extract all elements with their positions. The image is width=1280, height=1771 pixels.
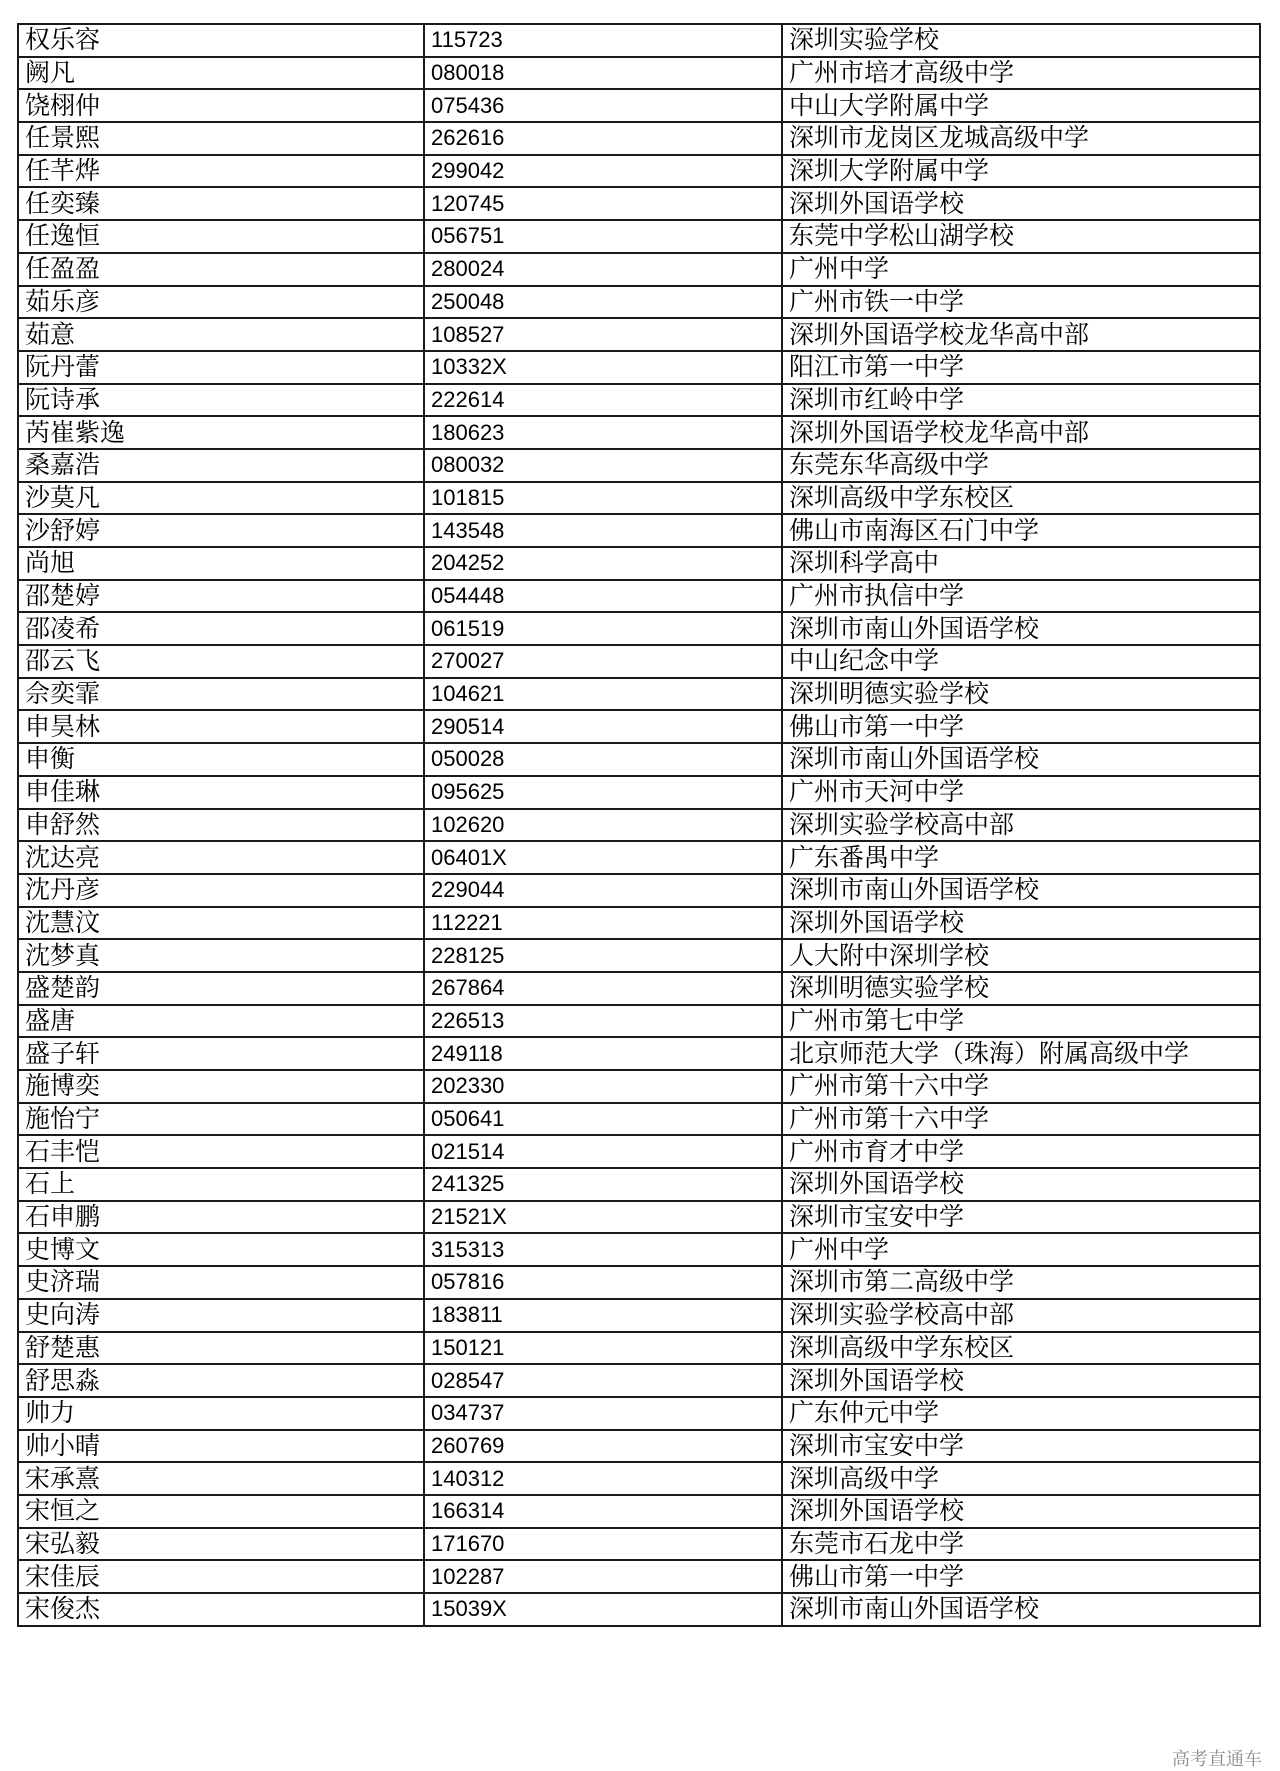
table-row [18,24,1260,57]
student-name-cell: 任逸恒 [18,220,424,253]
table-row [18,1364,1260,1397]
school-name-cell: 深圳外国语学校 [782,1495,1260,1528]
student-name-cell: 茹乐彦 [18,286,424,319]
student-name-cell: 尚旭 [18,547,424,580]
school-name-cell: 深圳市南山外国语学校 [782,1593,1260,1626]
table-row [18,874,1260,907]
school-name-cell: 深圳市第二高级中学 [782,1266,1260,1299]
roster-table-wrapper [17,23,1261,1627]
student-id-cell: 101815 [424,482,782,515]
school-name-cell: 深圳市南山外国语学校 [782,874,1260,907]
student-name-cell: 邵楚婷 [18,580,424,613]
student-name-cell: 任芊烨 [18,155,424,188]
student-name-cell: 申舒然 [18,809,424,842]
student-id-cell: 021514 [424,1135,782,1168]
student-name-cell: 申佳琳 [18,776,424,809]
student-id-cell: 080032 [424,449,782,482]
student-name-cell: 石上 [18,1168,424,1201]
student-name-cell: 史济瑞 [18,1266,424,1299]
student-name-cell: 任景熙 [18,122,424,155]
student-id-cell: 143548 [424,514,782,547]
student-name-cell: 佘奕霏 [18,678,424,711]
table-row [18,318,1260,351]
table-row [18,253,1260,286]
school-name-cell: 深圳外国语学校龙华高中部 [782,416,1260,449]
school-name-cell: 深圳实验学校 [782,24,1260,57]
school-name-cell: 广东番禺中学 [782,841,1260,874]
student-id-cell: 171670 [424,1528,782,1561]
school-name-cell: 广州中学 [782,253,1260,286]
table-row [18,1233,1260,1266]
table-row [18,645,1260,678]
student-name-cell: 盛子轩 [18,1037,424,1070]
student-name-cell: 史博文 [18,1233,424,1266]
student-name-cell: 饶栩仲 [18,89,424,122]
student-name-cell: 沈丹彦 [18,874,424,907]
student-id-cell: 204252 [424,547,782,580]
table-row [18,809,1260,842]
student-name-cell: 任奕臻 [18,187,424,220]
student-id-cell: 080018 [424,57,782,90]
student-name-cell: 石申鹏 [18,1201,424,1234]
school-name-cell: 深圳市南山外国语学校 [782,612,1260,645]
student-id-cell: 183811 [424,1299,782,1332]
school-name-cell: 广州市铁一中学 [782,286,1260,319]
school-name-cell: 深圳明德实验学校 [782,972,1260,1005]
table-row [18,1462,1260,1495]
student-id-cell: 102287 [424,1560,782,1593]
student-name-cell: 盛唐 [18,1005,424,1038]
table-row [18,1593,1260,1626]
student-name-cell: 施博奕 [18,1070,424,1103]
student-id-cell: 299042 [424,155,782,188]
school-name-cell: 深圳外国语学校 [782,1168,1260,1201]
school-name-cell: 深圳高级中学 [782,1462,1260,1495]
roster-table [17,23,1261,1627]
school-name-cell: 广州市天河中学 [782,776,1260,809]
student-id-cell: 034737 [424,1397,782,1430]
table-row [18,482,1260,515]
student-id-cell: 260769 [424,1430,782,1463]
table-row [18,939,1260,972]
table-row [18,580,1260,613]
student-id-cell: 290514 [424,710,782,743]
school-name-cell: 深圳外国语学校 [782,187,1260,220]
table-row [18,547,1260,580]
table-row [18,1037,1260,1070]
table-row [18,449,1260,482]
table-row [18,1070,1260,1103]
student-id-cell: 229044 [424,874,782,907]
student-name-cell: 舒思淼 [18,1364,424,1397]
student-id-cell: 095625 [424,776,782,809]
student-id-cell: 120745 [424,187,782,220]
table-row [18,1332,1260,1365]
student-name-cell: 阮诗承 [18,384,424,417]
school-name-cell: 北京师范大学（珠海）附属高级中学 [782,1037,1260,1070]
table-row [18,776,1260,809]
student-name-cell: 宋佳辰 [18,1560,424,1593]
table-row [18,155,1260,188]
school-name-cell: 广州市育才中学 [782,1135,1260,1168]
school-name-cell: 人大附中深圳学校 [782,939,1260,972]
student-name-cell: 沈达亮 [18,841,424,874]
student-name-cell: 芮崔紫逸 [18,416,424,449]
school-name-cell: 广州中学 [782,1233,1260,1266]
student-id-cell: 315313 [424,1233,782,1266]
student-id-cell: 061519 [424,612,782,645]
student-name-cell: 宋承熹 [18,1462,424,1495]
student-id-cell: 249118 [424,1037,782,1070]
student-id-cell: 166314 [424,1495,782,1528]
school-name-cell: 广州市培才高级中学 [782,57,1260,90]
table-row [18,1103,1260,1136]
student-name-cell: 阮丹蕾 [18,351,424,384]
school-name-cell: 东莞东华高级中学 [782,449,1260,482]
student-name-cell: 权乐容 [18,24,424,57]
table-row [18,1266,1260,1299]
table-row [18,286,1260,319]
student-id-cell: 222614 [424,384,782,417]
school-name-cell: 广州市执信中学 [782,580,1260,613]
table-row [18,1430,1260,1463]
student-name-cell: 沙莫凡 [18,482,424,515]
table-row [18,612,1260,645]
school-name-cell: 深圳实验学校高中部 [782,809,1260,842]
student-name-cell: 石丰恺 [18,1135,424,1168]
table-row [18,384,1260,417]
student-name-cell: 沙舒婷 [18,514,424,547]
student-name-cell: 申昊林 [18,710,424,743]
student-id-cell: 104621 [424,678,782,711]
table-row [18,1560,1260,1593]
student-id-cell: 108527 [424,318,782,351]
school-name-cell: 东莞市石龙中学 [782,1528,1260,1561]
roster-table-body [18,24,1260,1626]
school-name-cell: 深圳外国语学校 [782,1364,1260,1397]
watermark-text: 高考直通车 [1172,1749,1262,1770]
student-id-cell: 050028 [424,743,782,776]
student-id-cell: 075436 [424,89,782,122]
school-name-cell: 深圳高级中学东校区 [782,1332,1260,1365]
table-row [18,678,1260,711]
school-name-cell: 佛山市第一中学 [782,1560,1260,1593]
student-name-cell: 茹意 [18,318,424,351]
student-name-cell: 施怡宁 [18,1103,424,1136]
table-row [18,907,1260,940]
school-name-cell: 深圳大学附属中学 [782,155,1260,188]
student-id-cell: 270027 [424,645,782,678]
school-name-cell: 佛山市南海区石门中学 [782,514,1260,547]
table-row [18,743,1260,776]
student-id-cell: 21521X [424,1201,782,1234]
school-name-cell: 中山大学附属中学 [782,89,1260,122]
table-row [18,1201,1260,1234]
student-id-cell: 226513 [424,1005,782,1038]
school-name-cell: 深圳市红岭中学 [782,384,1260,417]
school-name-cell: 深圳外国语学校 [782,907,1260,940]
table-row [18,122,1260,155]
school-name-cell: 广东仲元中学 [782,1397,1260,1430]
school-name-cell: 深圳市龙岗区龙城高级中学 [782,122,1260,155]
student-name-cell: 阙凡 [18,57,424,90]
table-row [18,710,1260,743]
school-name-cell: 深圳市南山外国语学校 [782,743,1260,776]
table-row [18,351,1260,384]
student-name-cell: 邵凌希 [18,612,424,645]
table-row [18,1168,1260,1201]
table-row [18,1397,1260,1430]
school-name-cell: 深圳高级中学东校区 [782,482,1260,515]
student-id-cell: 115723 [424,24,782,57]
table-row [18,514,1260,547]
student-id-cell: 140312 [424,1462,782,1495]
student-name-cell: 沈慧汶 [18,907,424,940]
table-row [18,220,1260,253]
school-name-cell: 广州市第十六中学 [782,1103,1260,1136]
school-name-cell: 深圳科学高中 [782,547,1260,580]
student-id-cell: 280024 [424,253,782,286]
table-row [18,1135,1260,1168]
table-row [18,1299,1260,1332]
school-name-cell: 深圳实验学校高中部 [782,1299,1260,1332]
student-name-cell: 申衡 [18,743,424,776]
student-id-cell: 06401X [424,841,782,874]
school-name-cell: 东莞中学松山湖学校 [782,220,1260,253]
table-row [18,1528,1260,1561]
school-name-cell: 广州市第七中学 [782,1005,1260,1038]
school-name-cell: 深圳外国语学校龙华高中部 [782,318,1260,351]
school-name-cell: 广州市第十六中学 [782,1070,1260,1103]
table-row [18,1005,1260,1038]
student-id-cell: 057816 [424,1266,782,1299]
student-name-cell: 盛楚韵 [18,972,424,1005]
student-name-cell: 史向涛 [18,1299,424,1332]
student-name-cell: 桑嘉浩 [18,449,424,482]
student-name-cell: 帅力 [18,1397,424,1430]
school-name-cell: 深圳市宝安中学 [782,1430,1260,1463]
student-id-cell: 262616 [424,122,782,155]
table-row [18,972,1260,1005]
student-id-cell: 102620 [424,809,782,842]
table-row [18,416,1260,449]
student-name-cell: 宋恒之 [18,1495,424,1528]
student-id-cell: 056751 [424,220,782,253]
school-name-cell: 深圳市宝安中学 [782,1201,1260,1234]
student-id-cell: 267864 [424,972,782,1005]
student-id-cell: 241325 [424,1168,782,1201]
student-id-cell: 250048 [424,286,782,319]
school-name-cell: 阳江市第一中学 [782,351,1260,384]
student-id-cell: 112221 [424,907,782,940]
student-name-cell: 沈梦真 [18,939,424,972]
student-id-cell: 15039X [424,1593,782,1626]
student-id-cell: 228125 [424,939,782,972]
table-row [18,841,1260,874]
student-name-cell: 任盈盈 [18,253,424,286]
student-id-cell: 10332X [424,351,782,384]
student-name-cell: 邵云飞 [18,645,424,678]
student-id-cell: 054448 [424,580,782,613]
table-row [18,1495,1260,1528]
student-id-cell: 202330 [424,1070,782,1103]
school-name-cell: 佛山市第一中学 [782,710,1260,743]
student-id-cell: 180623 [424,416,782,449]
school-name-cell: 深圳明德实验学校 [782,678,1260,711]
student-name-cell: 舒楚惠 [18,1332,424,1365]
student-id-cell: 150121 [424,1332,782,1365]
student-name-cell: 宋弘毅 [18,1528,424,1561]
table-row [18,57,1260,90]
table-row [18,187,1260,220]
student-name-cell: 宋俊杰 [18,1593,424,1626]
student-name-cell: 帅小晴 [18,1430,424,1463]
student-id-cell: 028547 [424,1364,782,1397]
school-name-cell: 中山纪念中学 [782,645,1260,678]
student-id-cell: 050641 [424,1103,782,1136]
table-row [18,89,1260,122]
